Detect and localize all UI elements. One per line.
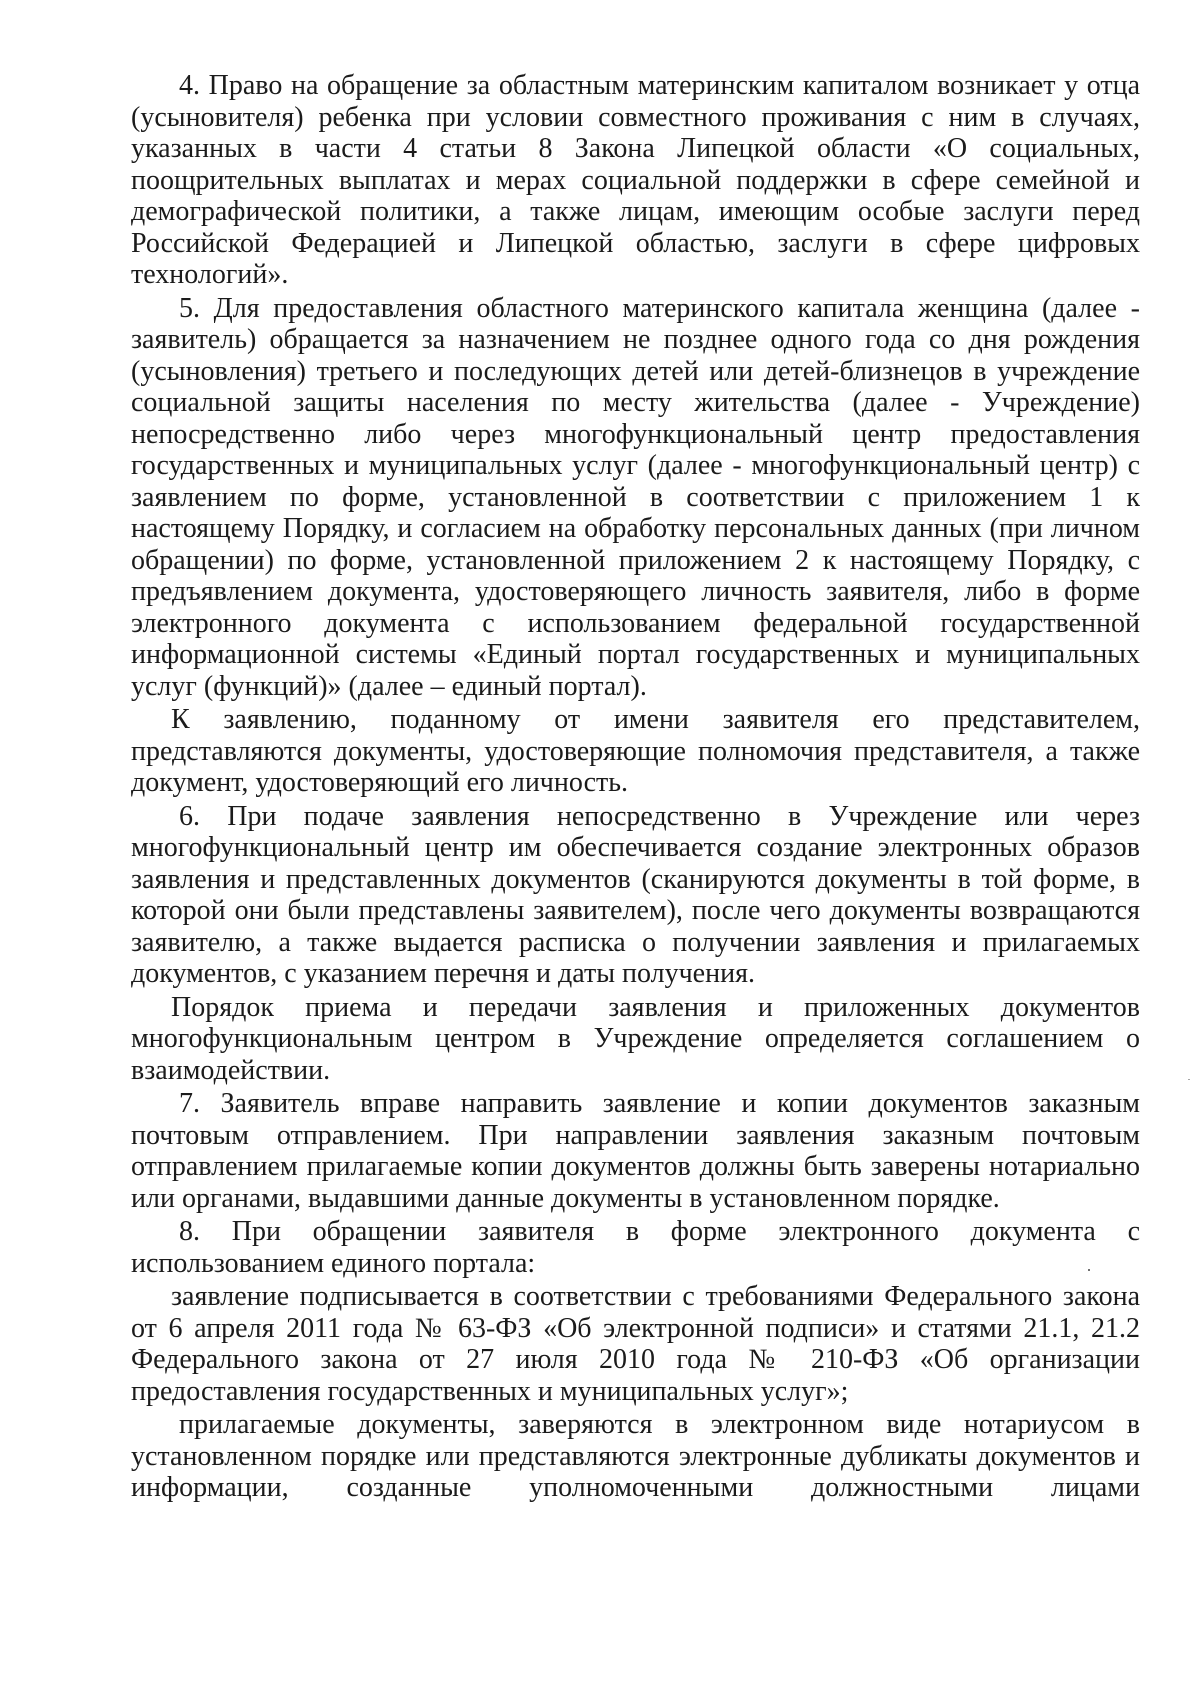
paragraph-7: 7. Заявитель вправе направить заявление и копии документов заказным почтовым отправлением. При направлении заявления заказным почтовым отправлением прилагаемые копии документов должны быть заверены нотариально или органами, выдавшими данные документы в установленном порядке. — [131, 1088, 1140, 1214]
scan-speck — [1188, 1079, 1190, 1080]
paragraph-6-procedure: Порядок приема и передачи заявления и приложенных документов многофункциональным центром в Учреждение определяется соглашением о взаимодействии. — [131, 991, 1140, 1086]
paragraph-8-signature: заявление подписывается в соответствии с требованиями Федерального закона от 6 апреля 2011 года № 63-ФЗ «Об электронной подписи» и статями 21.1, 21.2 Федерального закона от 27 июля 2010 года № 210-ФЗ «Об организации предоставления государственных и муниципальных услуг»; — [131, 1281, 1140, 1407]
paragraph-8: 8. При обращении заявителя в форме электронного документа с использованием единого портала: — [131, 1216, 1140, 1279]
document-body — [131, 70, 1140, 1504]
paragraph-8-attachments: прилагаемые документы, заверяются в электронном виде нотариусом в установленном порядке или представляются электронные дубликаты документов и информации, созданные уполномоченными должностными лицами — [131, 1409, 1140, 1503]
paragraph-5-representative: К заявлению, поданному от имени заявителя его представителем, представляются документы, удостоверяющие полномочия представителя, а также документ, удостоверяющий его личность. — [131, 704, 1140, 798]
paragraph-4: 4. Право на обращение за областным материнским капиталом возникает у отца (усыновителя) ребенка при условии совместного проживания с ним в случаях, указанных в части 4 статьи 8 Закона Липецкой области «О социальных, поощрительных выплатах и мерах социальной поддержки в сфере семейной и демографической политики, а также лицам, имеющим особые заслуги перед Российской Федерацией и Липецкой областью, заслуги в сфере цифровых технологий». — [131, 70, 1140, 290]
paragraph-5: 5. Для предоставления областного материнского капитала женщина (далее - заявитель) обращается за назначением не позднее одного года со дня рождения (усыновления) третьего и последующих детей или детей-близнецов в учреждение социальной защиты населения по месту жительства (далее - Учреждение) непосредственно либо через многофункциональный центр предоставления государственных и муниципальных услуг (далее - многофункциональный центр) с заявлением по форме, установленной в соответствии с приложением 1 к настоящему Порядку, и согласием на обработку персональных данных (при личном обращении) по форме, установленной приложением 2 к настоящему Порядку, с предъявлением документа, удостоверяющего личность заявителя, либо в форме электронного документа с использованием федеральной государственной информационной системы «Единый портал государственных и муниципальных услуг (функций)» (далее – единый портал). — [131, 292, 1140, 702]
scan-speck — [1088, 1269, 1090, 1271]
paragraph-6: 6. При подаче заявления непосредственно в Учреждение или через многофункциональный центр им обеспечивается создание электронных образов заявления и представленных документов (сканируются документы в той форме, в которой они были представлены заявителем), после чего документы возвращаются заявителю, а также выдается расписка о получении заявления и прилагаемых документов, с указанием перечня и даты получения. — [131, 800, 1140, 989]
